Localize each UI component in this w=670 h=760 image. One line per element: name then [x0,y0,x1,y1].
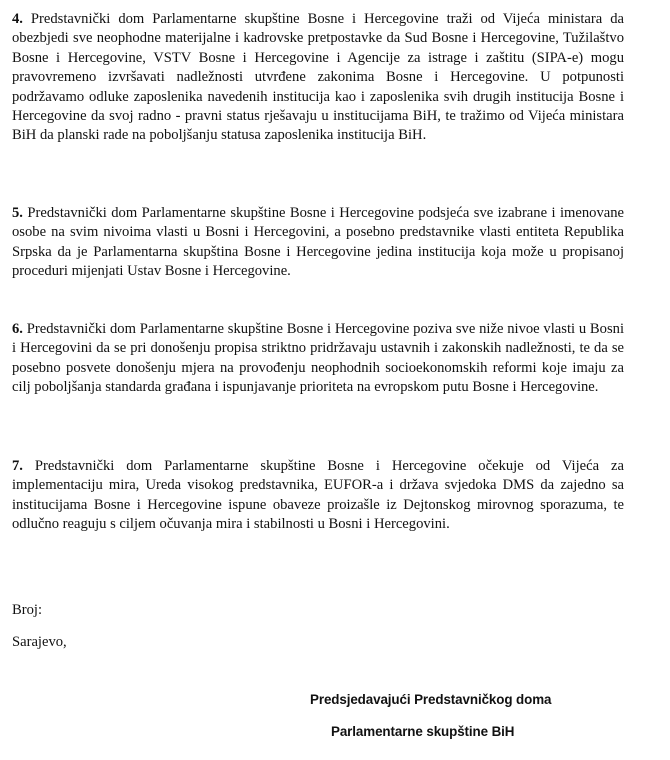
document-number-label: Broj: [12,602,42,618]
paragraph-4 [12,10,624,146]
signature-title: Predsjedavajući Predstavničkog doma [310,692,552,707]
paragraph-6 [12,320,624,398]
signature-institution: Parlamentarne skupštine BiH [331,724,515,739]
document-place: Sarajevo, [12,634,67,650]
paragraph-7 [12,457,624,535]
paragraph-text: Predstavnički dom Parlamentarne skupštine Bosne i Hercegovine traži od Vijeća ministara da obezbjedi sve neophodne materijalne i kadrovske pretpostavke da Sud Bosne i Hercegovine, Tužilaštvo Bosne i Hercegovine, VSTV Bosne i Hercegovine i Agencije za istrage i zaštitu (SIPA-e) mogu pravovremeno izvršavati nadležnosti utvrđene zakonima Bosne i Hercegovine. U potpunosti podržavamo odluke zaposlenika navedenih institucija kao i zaposlenika svih drugih institucija Bosne i Hercegovine da svoj radno - pravni status rješavaju u institucijama BiH, te tražimo od Vijeća ministara BiH da planski rade na poboljšanju statusa zaposlenika institucija BiH. [12,11,624,144]
paragraph-number: 6. [12,321,23,337]
paragraph-text: Predstavnički dom Parlamentarne skupštine Bosne i Hercegovine poziva sve niže nivoe vlasti u Bosni i Hercegovini da se pri donošenju propisa striktno pridržavaju ustavnih i zakonskih nadležnosti, te da se posebno posvete donošenju mjera na provođenju neophodnih socioekonomskih reformi koje imaju za cilj poboljšanja standarda građana i ispunjavanje prioriteta na evropskom putu Bosne i Hercegovine. [12,321,624,396]
paragraph-text: Predstavnički dom Parlamentarne skupštine Bosne i Hercegovine očekuje od Vijeća za implementaciju mira, Ureda visokog predstavnika, EUFOR-a i država svjedoka DMS da zajedno sa institucijama Bosne i Hercegovine ispune obaveze proizašle iz Dejtonskog mirovnog sporazuma, te odlučno reaguju s ciljem očuvanja mira i stabilnosti u Bosni i Hercegovini. [12,458,624,533]
paragraph-number: 4. [12,11,23,27]
paragraph-number: 7. [12,458,23,474]
paragraph-5 [12,204,624,282]
paragraph-text: Predstavnički dom Parlamentarne skupštine Bosne i Hercegovine podsjeća sve izabrane i imenovane osobe na svim nivoima vlasti u Bosni i Hercegovini, a posebno predstavnike vlasti entiteta Republika Srpska da je Parlamentarna skupština Bosne i Hercegovine jedina institucija koja može u propisanoj proceduri mijenjati Ustav Bosne i Hercegovine. [12,205,624,280]
paragraph-number: 5. [12,205,23,221]
